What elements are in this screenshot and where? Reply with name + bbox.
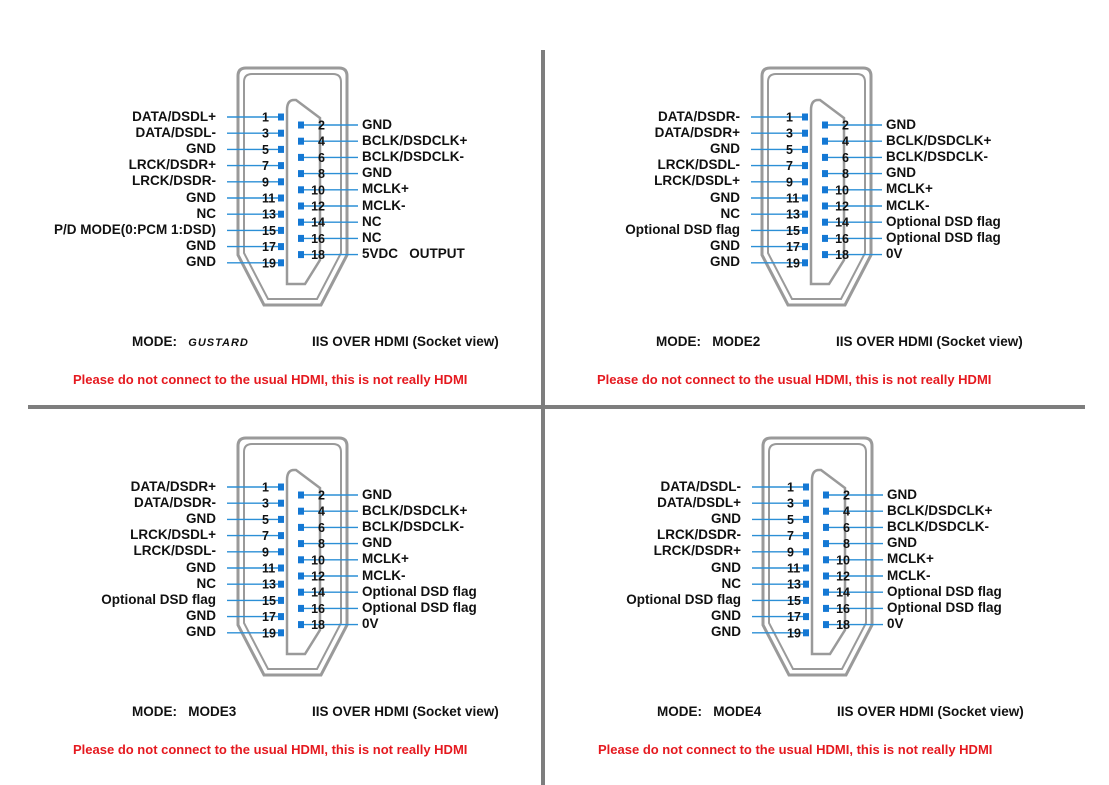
pin-number-10: 10 [311,183,325,198]
pin-pad-10 [298,186,304,193]
pin-pad-8 [298,540,304,547]
mode-prefix: MODE: [656,334,701,349]
left-pin-label: DATA/DSDR- [658,108,740,124]
pin-pad-13 [803,581,809,588]
pin-pad-2 [298,492,304,499]
warning-text: Please do not connect to the usual HDMI, this is not really HDMI [597,372,992,387]
left-pin-label: GND [186,189,216,205]
pin-number-3: 3 [787,496,794,511]
socket-view-label: IIS OVER HDMI (Socket view) [837,704,1024,719]
pin-pad-8 [823,540,829,547]
pin-pad-1 [278,484,284,491]
right-pin-label: NC [362,229,382,245]
pin-pad-6 [298,524,304,531]
left-pin-label: GND [710,189,740,205]
pin-number-13: 13 [787,577,801,592]
warning-text: Please do not connect to the usual HDMI, this is not really HDMI [73,742,468,757]
pin-number-15: 15 [262,593,276,608]
right-pin-label: Optional DSD flag [362,583,477,599]
pin-pad-15 [278,227,284,234]
pinout-panel-4 [525,370,1066,760]
pin-pad-19 [278,629,284,636]
pin-number-7: 7 [262,159,269,174]
right-pin-label: Optional DSD flag [887,599,1002,615]
pin-pad-9 [803,548,809,555]
pin-number-2: 2 [318,488,325,503]
right-pin-label: GND [886,165,916,181]
right-pin-label: BCLK/DSDCLK+ [362,132,468,148]
left-pin-label: DATA/DSDR- [134,494,216,510]
pin-pad-16 [823,605,829,612]
pin-number-3: 3 [262,126,269,141]
pin-number-10: 10 [835,183,849,198]
pin-number-14: 14 [311,215,325,230]
pin-pad-9 [278,178,284,185]
left-pin-label: LRCK/DSDR+ [128,157,216,173]
pin-pad-19 [278,259,284,266]
pin-number-9: 9 [262,175,269,190]
pin-pad-14 [298,219,304,226]
right-pin-label: GND [887,486,917,502]
pin-pad-19 [803,629,809,636]
right-pin-label: GND [362,486,392,502]
pin-number-9: 9 [787,545,794,560]
left-pin-label: GND [711,559,741,575]
pin-pad-3 [802,130,808,137]
pin-number-3: 3 [262,496,269,511]
pin-number-13: 13 [262,207,276,222]
mode-prefix: MODE: [132,334,177,349]
pin-pad-13 [802,211,808,218]
mode-label [657,704,761,719]
right-pin-label: MCLK- [886,197,930,213]
mode-name: MODE2 [712,334,761,349]
pin-number-14: 14 [836,585,850,600]
right-pin-label: MCLK+ [362,181,409,197]
pin-pad-10 [822,186,828,193]
pin-number-6: 6 [318,520,325,535]
right-pin-label: 0V [887,616,904,632]
mode-label [656,334,760,349]
pin-number-2: 2 [842,118,849,133]
pin-number-18: 18 [835,248,849,263]
pin-number-19: 19 [262,626,276,641]
pin-pad-6 [823,524,829,531]
pin-number-5: 5 [262,142,269,157]
left-pin-label: LRCK/DSDR- [132,173,216,189]
pin-pad-7 [278,162,284,169]
left-pin-label: GND [710,238,740,254]
pin-pad-8 [822,170,828,177]
pin-number-5: 5 [786,142,793,157]
pin-pad-5 [803,516,809,523]
pin-number-16: 16 [835,231,849,246]
pin-pad-13 [278,581,284,588]
pin-number-7: 7 [786,159,793,174]
pin-number-9: 9 [262,545,269,560]
pin-number-17: 17 [262,610,276,625]
pin-pad-5 [278,146,284,153]
left-pin-label: LRCK/DSDL+ [130,527,216,543]
right-pin-label: MCLK+ [887,551,934,567]
pin-number-8: 8 [318,167,325,182]
pin-pad-2 [298,122,304,129]
pin-pad-3 [803,500,809,507]
pin-pad-9 [278,548,284,555]
left-pin-label: GND [186,254,216,270]
pin-pad-4 [823,508,829,515]
pin-number-15: 15 [787,593,801,608]
left-pin-label: GND [186,624,216,640]
pin-pad-11 [278,565,284,572]
left-pin-label: GND [186,608,216,624]
pin-number-16: 16 [311,231,325,246]
pin-pad-14 [298,589,304,596]
mode-name: MODE4 [713,704,762,719]
pin-number-2: 2 [843,488,850,503]
pin-number-1: 1 [262,480,269,495]
pin-number-1: 1 [787,480,794,495]
pin-pad-12 [823,573,829,580]
right-pin-label: GND [886,116,916,132]
pin-pad-18 [298,251,304,258]
pin-number-11: 11 [262,561,276,576]
pin-pad-2 [822,122,828,129]
left-pin-label: DATA/DSDL+ [132,108,216,124]
left-pin-label: GND [711,608,741,624]
socket-view-label: IIS OVER HDMI (Socket view) [312,334,499,349]
left-pin-label: LRCK/DSDL- [657,157,740,173]
pin-number-13: 13 [262,577,276,592]
pin-pad-4 [822,138,828,145]
pin-number-18: 18 [836,618,850,633]
pin-pad-8 [298,170,304,177]
mode-prefix: MODE: [657,704,702,719]
right-pin-label: GND [362,535,392,551]
pin-number-19: 19 [262,256,276,271]
pin-pad-1 [278,114,284,121]
pinout-panel-2 [524,0,1065,390]
pin-number-4: 4 [842,134,849,149]
left-pin-label: NC [196,575,216,591]
right-pin-label: MCLK+ [362,551,409,567]
pin-pad-19 [802,259,808,266]
pin-number-14: 14 [835,215,849,230]
left-pin-label: DATA/DSDL- [135,124,216,140]
pin-pad-6 [298,154,304,161]
pin-pad-12 [298,573,304,580]
right-pin-label: GND [362,116,392,132]
warning-text: Please do not connect to the usual HDMI, this is not really HDMI [73,372,468,387]
right-pin-label: BCLK/DSDCLK- [886,148,988,164]
pin-pad-15 [803,597,809,604]
pin-pad-1 [802,114,808,121]
left-pin-label: DATA/DSDR+ [654,124,740,140]
pin-number-7: 7 [262,529,269,544]
pin-number-4: 4 [318,134,325,149]
right-pin-label: BCLK/DSDCLK+ [887,502,993,518]
pin-number-8: 8 [842,167,849,182]
mode-label [132,334,249,349]
pin-pad-2 [823,492,829,499]
pin-number-6: 6 [842,150,849,165]
pin-number-6: 6 [843,520,850,535]
right-pin-label: GND [887,535,917,551]
left-pin-label: GND [711,510,741,526]
pin-number-3: 3 [786,126,793,141]
right-pin-label: BCLK/DSDCLK- [362,148,464,164]
gustard-logo: GUSTARD [188,337,249,349]
pin-pad-18 [823,621,829,628]
pin-pad-15 [802,227,808,234]
pin-pad-1 [803,484,809,491]
pin-number-2: 2 [318,118,325,133]
left-pin-label: DATA/DSDL+ [657,494,741,510]
pin-number-5: 5 [262,512,269,527]
pin-number-6: 6 [318,150,325,165]
pin-number-1: 1 [786,110,793,125]
pin-pad-16 [822,235,828,242]
left-pin-label: GND [186,140,216,156]
pin-number-4: 4 [318,504,325,519]
pin-pad-7 [803,532,809,539]
pin-pad-17 [802,243,808,250]
right-pin-label: BCLK/DSDCLK- [362,518,464,534]
pin-number-12: 12 [311,569,325,584]
mode-prefix: MODE: [132,704,177,719]
pin-number-11: 11 [786,191,800,206]
pin-number-15: 15 [786,223,800,238]
pin-number-11: 11 [787,561,801,576]
pin-number-14: 14 [311,585,325,600]
right-pin-label: NC [362,213,382,229]
left-pin-label: GND [186,238,216,254]
left-pin-label: LRCK/DSDL- [133,543,216,559]
pin-pad-3 [278,130,284,137]
pin-number-5: 5 [787,512,794,527]
pin-pad-17 [278,243,284,250]
pin-number-11: 11 [262,191,276,206]
pin-pad-11 [278,195,284,202]
right-pin-label: MCLK- [887,567,931,583]
left-pin-label: NC [196,205,216,221]
pin-number-13: 13 [786,207,800,222]
right-pin-label: Optional DSD flag [362,599,477,615]
pin-number-10: 10 [836,553,850,568]
pin-pad-10 [298,556,304,563]
left-pin-label: DATA/DSDR+ [130,478,216,494]
right-pin-label: GND [362,165,392,181]
socket-view-label: IIS OVER HDMI (Socket view) [312,704,499,719]
pin-number-19: 19 [787,626,801,641]
pin-pad-10 [823,556,829,563]
left-pin-label: GND [186,559,216,575]
pin-pad-16 [298,605,304,612]
pin-number-12: 12 [836,569,850,584]
right-pin-label: MCLK- [362,567,406,583]
left-pin-label: LRCK/DSDR- [657,527,741,543]
right-pin-label: Optional DSD flag [886,213,1001,229]
left-pin-label: Optional DSD flag [626,591,741,607]
pin-pad-13 [278,211,284,218]
pin-number-17: 17 [787,610,801,625]
pin-pad-11 [802,195,808,202]
pin-number-17: 17 [786,240,800,255]
left-pin-label: P/D MODE(0:PCM 1:DSD) [53,221,216,237]
pin-number-15: 15 [262,223,276,238]
pin-number-16: 16 [836,601,850,616]
pin-pad-7 [802,162,808,169]
pin-pad-12 [822,203,828,210]
right-pin-label: BCLK/DSDCLK+ [362,502,468,518]
pin-number-10: 10 [311,553,325,568]
pin-pad-14 [823,589,829,596]
pin-pad-9 [802,178,808,185]
left-pin-label: LRCK/DSDL+ [654,173,740,189]
pin-pad-11 [803,565,809,572]
right-pin-label: Optional DSD flag [886,229,1001,245]
pinout-panel-1 [0,0,541,390]
pin-number-8: 8 [318,537,325,552]
left-pin-label: GND [710,140,740,156]
pin-pad-14 [822,219,828,226]
pin-pad-4 [298,138,304,145]
pin-pad-6 [822,154,828,161]
pin-pad-17 [278,613,284,620]
pin-pad-17 [803,613,809,620]
left-pin-label: LRCK/DSDR+ [653,543,741,559]
left-pin-label: Optional DSD flag [101,591,216,607]
pin-number-19: 19 [786,256,800,271]
left-pin-label: GND [711,624,741,640]
socket-view-label: IIS OVER HDMI (Socket view) [836,334,1023,349]
right-pin-label: MCLK+ [886,181,933,197]
pin-pad-3 [278,500,284,507]
left-pin-label: DATA/DSDL- [660,478,741,494]
left-pin-label: GND [710,254,740,270]
right-pin-label: MCLK- [362,197,406,213]
mode-name: MODE3 [188,704,237,719]
right-pin-label: Optional DSD flag [887,583,1002,599]
pin-number-4: 4 [843,504,850,519]
pin-number-12: 12 [311,199,325,214]
pin-pad-12 [298,203,304,210]
pin-number-8: 8 [843,537,850,552]
pin-number-9: 9 [786,175,793,190]
pin-number-16: 16 [311,601,325,616]
pin-pad-18 [298,621,304,628]
pin-pad-18 [822,251,828,258]
pin-pad-15 [278,597,284,604]
pinout-panel-3 [0,370,541,760]
pin-pad-4 [298,508,304,515]
right-pin-label: 5VDC OUTPUT [362,246,465,262]
left-pin-label: GND [186,510,216,526]
pin-number-18: 18 [311,618,325,633]
pin-pad-5 [802,146,808,153]
mode-label [132,704,236,719]
left-pin-label: NC [720,205,740,221]
pin-number-12: 12 [835,199,849,214]
pin-number-18: 18 [311,248,325,263]
right-pin-label: BCLK/DSDCLK+ [886,132,992,148]
left-pin-label: Optional DSD flag [625,221,740,237]
left-pin-label: NC [721,575,741,591]
pin-pad-7 [278,532,284,539]
right-pin-label: BCLK/DSDCLK- [887,518,989,534]
pin-number-7: 7 [787,529,794,544]
pin-number-17: 17 [262,240,276,255]
warning-text: Please do not connect to the usual HDMI, this is not really HDMI [598,742,993,757]
pin-pad-5 [278,516,284,523]
pin-number-1: 1 [262,110,269,125]
pin-pad-16 [298,235,304,242]
right-pin-label: 0V [362,616,379,632]
right-pin-label: 0V [886,246,903,262]
